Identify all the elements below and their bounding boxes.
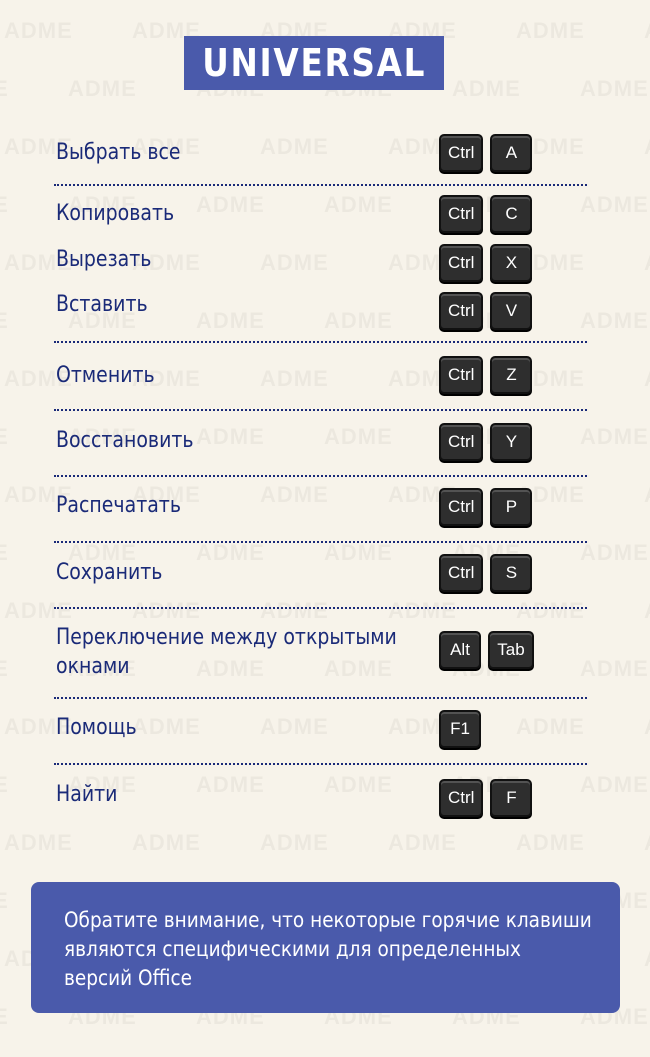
note-text bbox=[64, 906, 592, 993]
key-cap: P bbox=[490, 488, 532, 526]
key-group bbox=[439, 710, 481, 748]
watermark-text bbox=[0, 656, 9, 682]
key-cap: Alt bbox=[439, 631, 481, 669]
divider bbox=[54, 541, 587, 543]
watermark-text bbox=[0, 1004, 9, 1030]
key-cap: Ctrl bbox=[439, 292, 483, 330]
key-cap: Ctrl bbox=[439, 488, 483, 526]
watermark-text bbox=[260, 366, 329, 392]
shortcut-label: Помощь bbox=[56, 715, 137, 740]
watermark-text bbox=[516, 18, 585, 44]
watermark-text bbox=[260, 250, 329, 276]
shortcut-label-line2: окнами bbox=[56, 654, 130, 679]
watermark-text bbox=[388, 598, 457, 624]
divider bbox=[54, 763, 587, 765]
watermark-text bbox=[388, 830, 457, 856]
watermark-text bbox=[644, 714, 650, 740]
key-cap: X bbox=[490, 244, 532, 282]
watermark-text bbox=[196, 540, 265, 566]
key-group bbox=[439, 292, 532, 330]
watermark-text bbox=[580, 772, 649, 798]
watermark-text bbox=[4, 598, 73, 624]
watermark-text bbox=[132, 714, 201, 740]
divider bbox=[54, 475, 587, 477]
watermark-text bbox=[260, 134, 329, 160]
key-group bbox=[439, 134, 532, 172]
key-cap: Ctrl bbox=[439, 195, 483, 233]
watermark-text bbox=[0, 192, 9, 218]
watermark-text bbox=[196, 424, 265, 450]
watermark-text bbox=[0, 772, 9, 798]
key-cap: Y bbox=[490, 423, 532, 461]
key-cap: Ctrl bbox=[439, 134, 483, 172]
key-cap: V bbox=[490, 292, 532, 330]
watermark-text bbox=[644, 250, 650, 276]
key-group bbox=[439, 554, 532, 592]
key-group bbox=[439, 631, 534, 669]
watermark-text bbox=[0, 308, 9, 334]
key-cap: Ctrl bbox=[439, 356, 483, 394]
key-group bbox=[439, 244, 532, 282]
key-group bbox=[439, 356, 532, 394]
key-group bbox=[439, 195, 532, 233]
watermark-text bbox=[260, 598, 329, 624]
key-cap: Ctrl bbox=[439, 423, 483, 461]
key-cap: C bbox=[490, 195, 532, 233]
watermark-text bbox=[4, 830, 73, 856]
watermark-text bbox=[324, 308, 393, 334]
shortcut-label: Распечатать bbox=[56, 493, 181, 518]
key-group bbox=[439, 779, 532, 817]
key-group bbox=[439, 423, 532, 461]
key-cap: Ctrl bbox=[439, 779, 483, 817]
watermark-text bbox=[580, 308, 649, 334]
watermark-text bbox=[196, 308, 265, 334]
watermark-text bbox=[324, 772, 393, 798]
watermark-text bbox=[260, 482, 329, 508]
key-cap: S bbox=[490, 554, 532, 592]
watermark-text bbox=[580, 192, 649, 218]
shortcut-label: Вырезать bbox=[56, 247, 152, 272]
shortcut-label: Отменить bbox=[56, 363, 155, 388]
watermark-text bbox=[644, 18, 650, 44]
key-cap: Z bbox=[490, 356, 532, 394]
watermark-text bbox=[516, 598, 585, 624]
divider bbox=[54, 607, 587, 609]
divider bbox=[54, 341, 587, 343]
watermark-text bbox=[452, 76, 521, 102]
shortcut-label: Копировать bbox=[56, 201, 175, 226]
watermark-text bbox=[580, 540, 649, 566]
watermark-text bbox=[644, 946, 650, 972]
watermark-text bbox=[0, 424, 9, 450]
watermark-text bbox=[644, 366, 650, 392]
shortcut-label: Вставить bbox=[56, 292, 148, 317]
watermark-text bbox=[324, 540, 393, 566]
page-title: UNIVERSAL bbox=[202, 41, 426, 85]
note-line: версий Office bbox=[64, 966, 192, 990]
note-line: Обратите внимание, что некоторые горячие клавиши bbox=[64, 908, 592, 932]
title-banner bbox=[184, 36, 444, 90]
watermark-text bbox=[580, 424, 649, 450]
watermark-text bbox=[644, 134, 650, 160]
watermark-text bbox=[324, 424, 393, 450]
watermark-text bbox=[68, 76, 137, 102]
watermark-text bbox=[580, 76, 649, 102]
key-cap: F bbox=[490, 779, 532, 817]
shortcut-label-line1: Переключение между открытыми bbox=[56, 625, 397, 650]
watermark-text bbox=[324, 656, 393, 682]
watermark-text bbox=[516, 830, 585, 856]
key-cap: F1 bbox=[439, 710, 481, 748]
divider bbox=[54, 697, 587, 699]
watermark-text bbox=[0, 540, 9, 566]
watermark-text bbox=[196, 656, 265, 682]
shortcut-label: Восстановить bbox=[56, 428, 194, 453]
watermark-text bbox=[260, 830, 329, 856]
watermark-text bbox=[644, 482, 650, 508]
divider bbox=[54, 409, 587, 411]
shortcut-label: Найти bbox=[56, 782, 118, 807]
shortcut-label: Сохранить bbox=[56, 560, 163, 585]
watermark-text bbox=[0, 76, 9, 102]
key-cap: Ctrl bbox=[439, 554, 483, 592]
watermark-text bbox=[580, 656, 649, 682]
watermark-text bbox=[0, 888, 9, 914]
watermark-text bbox=[4, 18, 73, 44]
key-group bbox=[439, 488, 532, 526]
note-line: являются специфическими для определенных bbox=[64, 937, 521, 961]
watermark-text bbox=[196, 772, 265, 798]
watermark-text bbox=[196, 192, 265, 218]
note-box bbox=[31, 882, 620, 1013]
key-cap: A bbox=[490, 134, 532, 172]
watermark-text bbox=[324, 192, 393, 218]
watermark-text bbox=[644, 830, 650, 856]
watermark-text bbox=[132, 598, 201, 624]
watermark-text bbox=[132, 830, 201, 856]
shortcut-label: Выбрать все bbox=[56, 140, 181, 165]
watermark-text bbox=[644, 598, 650, 624]
key-cap: Tab bbox=[488, 631, 534, 669]
watermark-text bbox=[516, 714, 585, 740]
divider bbox=[54, 184, 587, 186]
watermark-text bbox=[260, 714, 329, 740]
key-cap: Ctrl bbox=[439, 244, 483, 282]
